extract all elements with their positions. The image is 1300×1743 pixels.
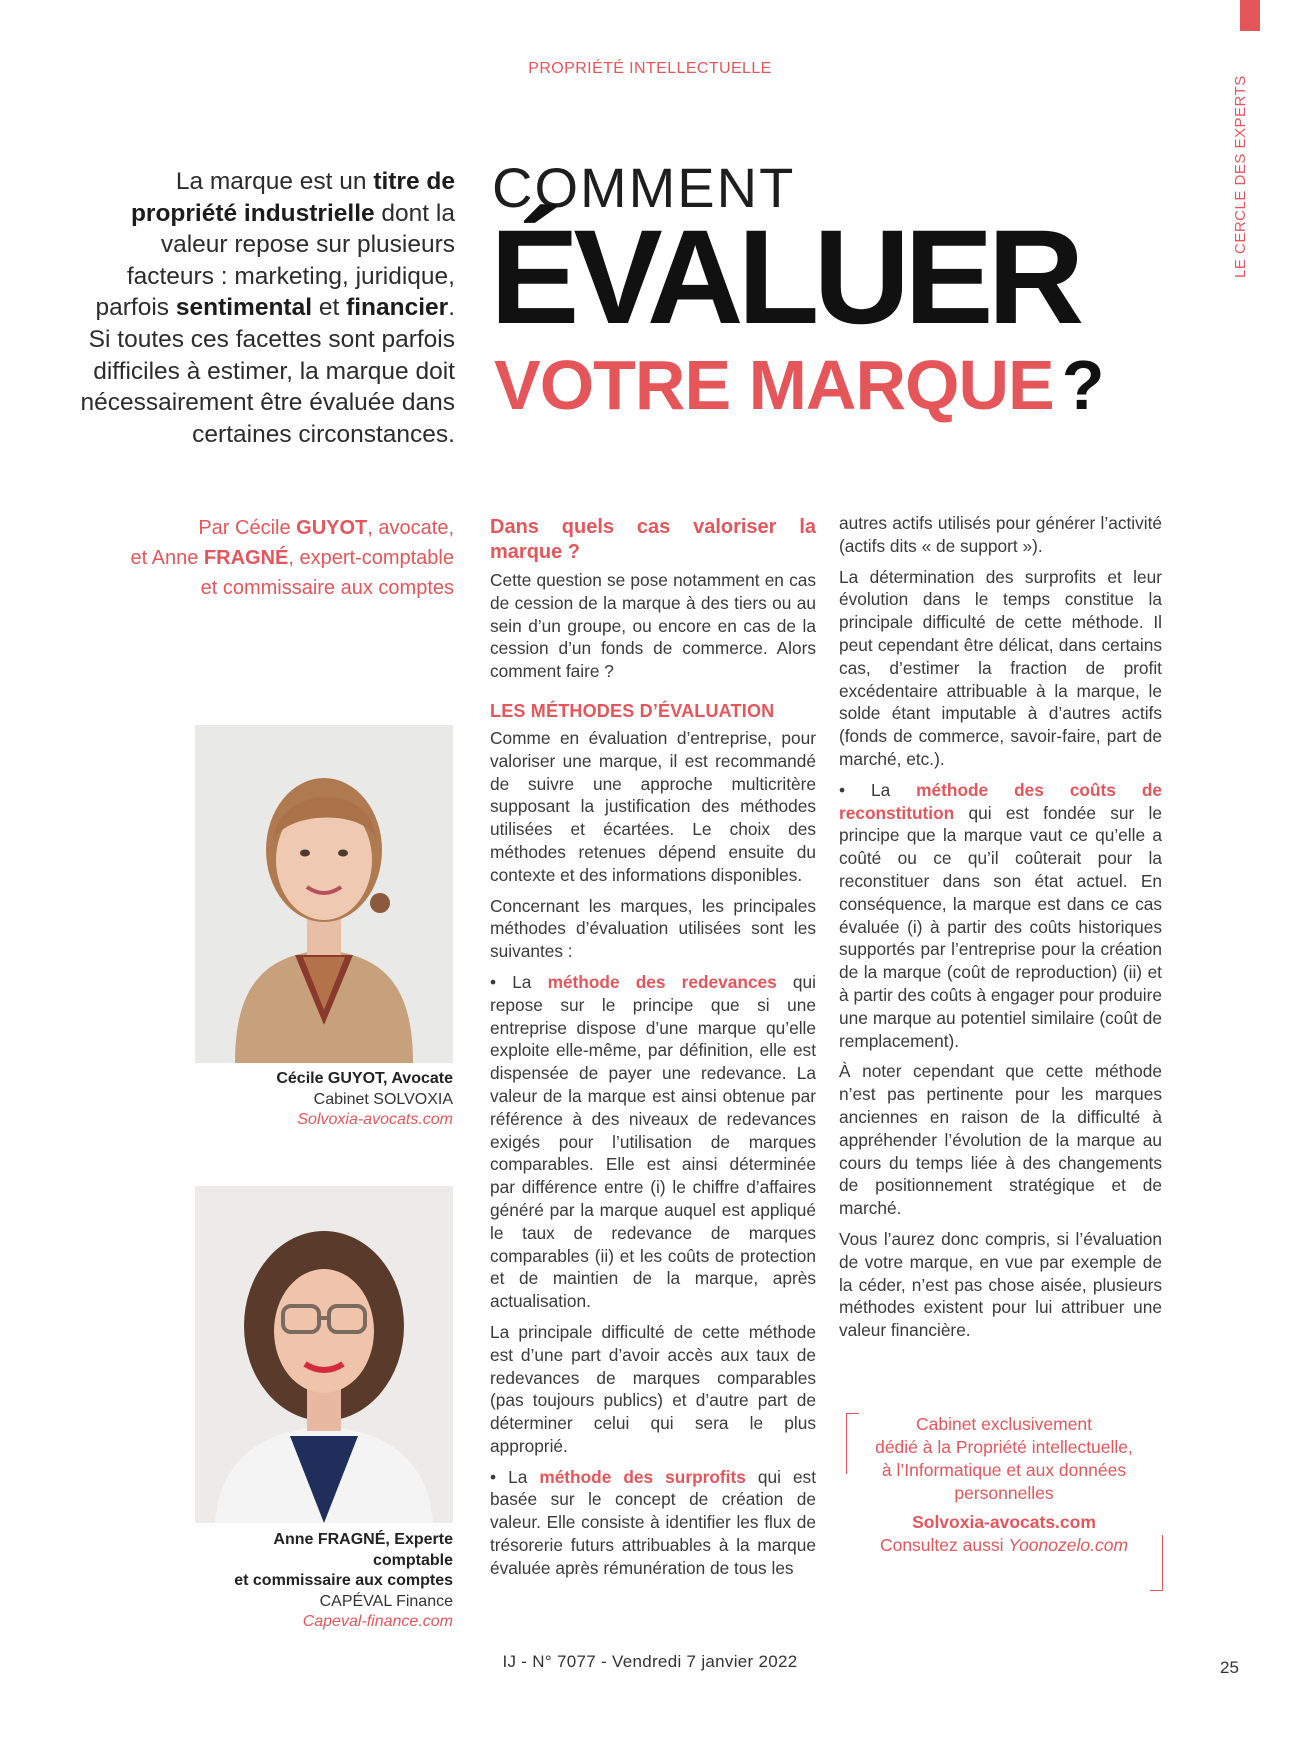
portrait-photo-guyot xyxy=(195,725,453,1063)
page-number: 25 xyxy=(1220,1658,1239,1677)
title-line-1: COMMENT xyxy=(492,156,796,219)
corner-accent-bar xyxy=(1240,0,1260,31)
page-footer: IJ - N° 7077 - Vendredi 7 janvier 2022 xyxy=(502,1652,798,1671)
section-side-label: LE CERCLE DES EXPERTS xyxy=(1232,75,1249,278)
rubric-heading: PROPRIÉTÉ INTELLECTUELLE xyxy=(528,60,772,77)
link-solvoxia[interactable]: Solvoxia-avocats.com xyxy=(297,1111,453,1128)
article-column-1: Dans quels cas valoriser la marque ? Cette question se pose notamment en cas de cession de la marque à des tiers ou au sein d’un groupe, ou encore en cas de la cession d’un fonds de commerce. Alors comment faire ? LES MÉTHODES D’ÉVALUATION Comme en évaluation d’entreprise, pour valoriser une marque, il est recommandé de suivre une approche multicritère supposant la justification des méthodes utilisées et écartées. Le choix des méthodes retenues dépend ensuite du contexte et des informations disponibles. Concernant les marques, les principales méthodes d’évaluation utilisées sont les suivantes : • La méthode des redevances qui repose sur le principe que si une entreprise dispose d’une marque qu’elle exploite elle-même, par définition, elle est dispensée de payer une redevance. La valeur de la marque est ainsi obtenue par référence à des niveaux de redevances exigés pour l’utilisation de marques comparables. Elle est ainsi déterminée par différence entre (i) le chiffre d’affaires généré par la marque auquel est appliqué le taux de redevance de marques comparables (ii) et les coûts de protection et de maintien de la marque, après actualisation. La principale difficulté de cette méthode est d’une part d’avoir accès aux taux de redevances de marques comparables (pas toujours publics) et d’autre part de déterminer celui qui sera le plus approprié. • La méthode des surprofits qui est basée sur le concept de création de valeur. Elle consiste à identifier les flux de trésorerie futurs attribuables à la marque évaluée après rémunération de tous les xyxy=(490,516,816,1578)
intro-paragraph: La marque est un titre de propriété industrielle dont la valeur repose sur plusieurs facteurs : marketing, juridique, parfois sentimental et financier. Si toutes ces facettes sont parfois difficiles à estimer, la marque doit nécessairement être évaluée dans certaines circonstances. xyxy=(80,168,455,448)
firm-info-box: Cabinet exclusivement dédié à la Propriété intellectuelle, à l’Informatique et aux données personnelles Solvoxia-avocats.com Consultez aussi Yoonozelo.com xyxy=(848,1413,1160,1557)
link-capeval[interactable]: Capeval-finance.com xyxy=(302,1613,453,1630)
caption-guyot: Cécile GUYOT, Avocate Cabinet SOLVOXIA Solvoxia-avocats.com xyxy=(193,1069,453,1131)
subheading-methods: LES MÉTHODES D’ÉVALUATION xyxy=(490,700,775,721)
link-yoonozelo[interactable]: Yoonozelo.com xyxy=(1008,1535,1129,1555)
title-line-3: VOTRE MARQUE ? xyxy=(494,346,1104,424)
portrait-photo-fragne xyxy=(195,1186,453,1523)
subheading-cases: Dans quels cas valoriser la marque ? xyxy=(490,516,816,563)
caption-fragne: Anne FRAGNÉ, Experte comptable et commissaire aux comptes CAPÉVAL Finance Capeval-finance.com xyxy=(193,1530,453,1633)
portrait-illustration xyxy=(195,725,453,1063)
title-line-2: ÉVALUER xyxy=(490,203,1079,352)
byline: Par Cécile GUYOT, avocate, et Anne FRAGNÉ, expert-comptable et commissaire aux comptes xyxy=(130,517,454,599)
article-column-2: autres actifs utilisés pour générer l’activité (actifs dits « de support »). La détermination des surprofits et leur évolution dans le temps constitue la principale difficulté de cette méthode. Il peut cependant être délicat, dans certains cas, d’estimer la fraction de profit excédentaire attribuable à la marque, le solde étant imputable à d’autres actifs (fonds de commerce, savoir-faire, part de marché, etc.). • La méthode des coûts de reconstitution qui est fondée sur le principe que la marque vaut ce qu’elle a coûté ou ce qu’il coûterait pour la reconstituer dans son état actuel. En conséquence, la marque est dans ce cas évaluée (i) à partir des coûts historiques supportés par l’entreprise pour la création de la marque (coût de reproduction) (ii) et à partir des coûts à engager pour produire une marque au potentiel similaire (coût de remplacement). À noter cependant que cette méthode n’est pas pertinente pour les marques anciennes en raison de la difficulté à appréhender l’évolution de la marque au cours du temps liée à des changements de positionnement stratégique et de marché. Vous l’aurez donc compris, si l’évaluation de votre marque, en vue par exemple de la céder, n’est pas chose aisée, plusieurs méthodes existent pour lui attribuer une valeur financière. xyxy=(839,513,1163,1341)
link-solvoxia-box[interactable]: Solvoxia-avocats.com xyxy=(912,1512,1096,1532)
portrait-illustration xyxy=(195,1186,453,1523)
